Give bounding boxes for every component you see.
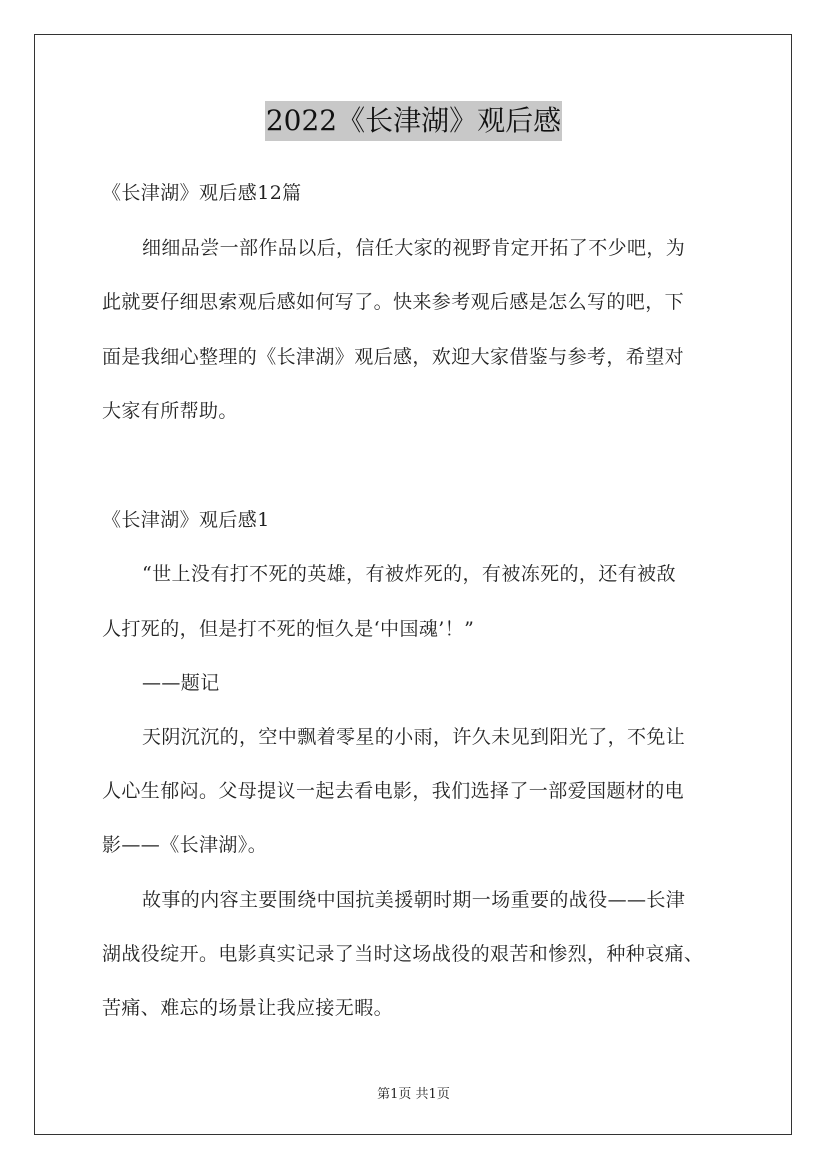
paragraph-line: 细细品尝一部作品以后，信任大家的视野肯定开拓了不少吧，为 bbox=[142, 237, 686, 259]
paragraph-line: 人打死的，但是打不死的恒久是‘中国魂’！” bbox=[102, 618, 475, 640]
subtitle-line: 《长津湖》观后感12篇 bbox=[102, 182, 302, 204]
paragraph-line: 人心生郁闷。父母提议一起去看电影，我们选择了一部爱国题材的电 bbox=[102, 780, 685, 802]
epigraph-line: ——题记 bbox=[142, 672, 220, 694]
paragraph-line: 湖战役绽开。电影真实记录了当时这场战役的艰苦和惨烈，种种哀痛、 bbox=[102, 943, 704, 965]
paragraph-line: 大家有所帮助。 bbox=[102, 400, 238, 422]
paragraph-line: 苦痛、难忘的场景让我应接无暇。 bbox=[102, 997, 394, 1019]
paragraph-line: 天阴沉沉的，空中飘着零星的小雨，许久未见到阳光了，不免让 bbox=[142, 726, 686, 748]
paragraph-line: 此就要仔细思索观后感如何写了。快来参考观后感是怎么写的吧，下 bbox=[102, 291, 685, 313]
paragraph-line: 影——《长津湖》。 bbox=[102, 834, 268, 856]
document-title: 2022《长津湖》观后感 bbox=[265, 101, 562, 141]
paragraph-line: 故事的内容主要围绕中国抗美援朝时期一场重要的战役——长津 bbox=[142, 889, 686, 911]
page-footer: 第1页 共1页 bbox=[377, 1087, 450, 1102]
section-heading: 《长津湖》观后感1 bbox=[102, 509, 270, 531]
paragraph-line: 面是我细心整理的《长津湖》观后感，欢迎大家借鉴与参考，希望对 bbox=[102, 346, 685, 368]
document-title-wrapper bbox=[0, 101, 827, 141]
paragraph-line: “世上没有打不死的英雄，有被炸死的，有被冻死的，还有被敌 bbox=[142, 563, 676, 585]
